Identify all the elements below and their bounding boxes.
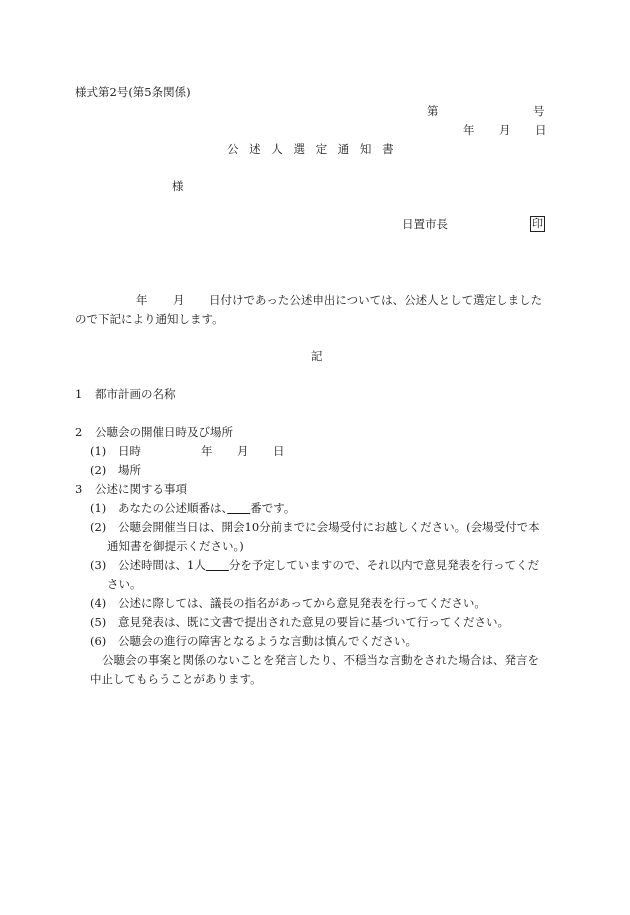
seal-mark	[530, 215, 545, 232]
s2-item2-label: 場所	[118, 463, 141, 477]
sender-name: 日置市長	[402, 217, 448, 231]
section1-label: 都市計画の名称	[95, 387, 176, 401]
s2-item1-num: (1)	[90, 444, 107, 458]
s3-item2-line2: 通知書を御提示ください。)	[107, 539, 244, 553]
section3-num: 3	[75, 482, 83, 496]
date-year: 年	[463, 123, 475, 137]
section1-num: 1	[75, 387, 83, 401]
speech-minutes-blank	[206, 558, 229, 572]
s3-item1-post: 番です。	[250, 501, 296, 515]
number-dai: 第	[427, 104, 439, 118]
s2-item1-year: 年	[201, 444, 213, 458]
body-month: 月	[173, 293, 185, 307]
closing-line1: 公聴会の事案と関係のないことを発言したり、不穏当な言動をされた場合は、発言を	[102, 653, 539, 667]
form-label: 様式第2号(第5条関係)	[75, 85, 191, 99]
section2-num: 2	[75, 425, 83, 439]
section2-label: 公聴会の開催日時及び場所	[95, 425, 233, 439]
date-month: 月	[499, 123, 511, 137]
section3-label: 公述に関する事項	[95, 482, 187, 496]
body-line2: ので下記により通知します。	[75, 312, 224, 326]
s3-item3-post: 分を予定していますので、それ以内で意見発表を行ってくだ	[228, 558, 540, 572]
seal-label: 印	[532, 217, 543, 230]
s3-item6-text: 公聴会の進行の障害となるような言動は慎んでください。	[118, 634, 417, 648]
s2-item1-label: 日時	[118, 444, 141, 458]
s3-item3-num: (3)	[90, 558, 107, 572]
order-number-blank	[227, 501, 250, 515]
document-title: 公 述 人 選 定 通 知 書	[227, 142, 394, 156]
s3-item3-line2: さい。	[107, 577, 142, 591]
s3-item5-text: 意見発表は、既に文書で提出された意見の要旨に基づいて行ってください。	[118, 615, 509, 629]
number-go: 号	[533, 104, 545, 118]
s3-item4-num: (4)	[90, 596, 107, 610]
body-year: 年	[136, 293, 148, 307]
s3-item1-num: (1)	[90, 501, 107, 515]
s3-item1-text	[118, 500, 295, 516]
s2-item1-day: 日	[273, 444, 285, 458]
s3-item3-pre: 公述時間は、1人	[118, 558, 206, 572]
s3-item4-text: 公述に際しては、議長の指名があってから意見発表を行ってください。	[118, 596, 486, 610]
s3-item6-num: (6)	[90, 634, 107, 648]
s3-item2-line1: 公聴会開催当日は、開会10分前までに会場受付にお越しください。(会場受付で本	[118, 520, 540, 534]
body-line1: 日付けであった公述申出については、公述人として選定しました	[209, 293, 543, 307]
s3-item2-num: (2)	[90, 520, 107, 534]
closing-line2: 中止してもらうことがあります。	[90, 672, 262, 686]
date-day: 日	[535, 123, 547, 137]
s3-item1-pre: あなたの公述順番は、	[118, 501, 228, 515]
ki-heading: 記	[311, 349, 323, 363]
s3-item5-num: (5)	[90, 615, 107, 629]
s2-item1-month: 月	[237, 444, 249, 458]
s2-item2-num: (2)	[90, 463, 107, 477]
s3-item3-text	[118, 557, 539, 573]
addressee-suffix: 様	[172, 179, 184, 193]
